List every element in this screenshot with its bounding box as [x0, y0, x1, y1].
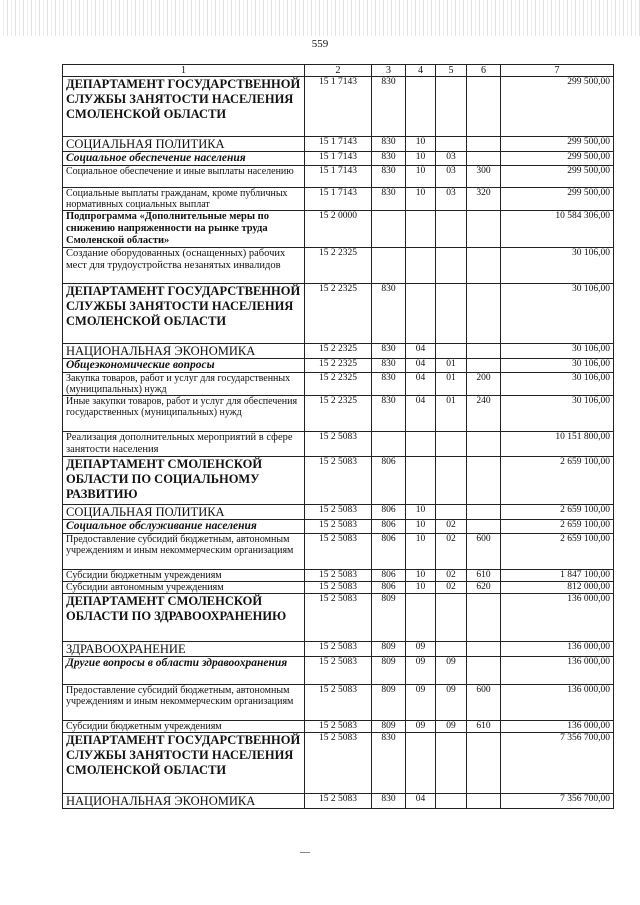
subsection-code: 02 [436, 570, 467, 582]
table-row [63, 457, 614, 505]
table-row [63, 642, 614, 657]
subsection-code [436, 457, 467, 505]
row-name: Реализация дополнительных мероприятий в сфере занятости населения [63, 432, 305, 457]
target-article-code: 15 2 2325 [305, 284, 372, 344]
table-row [63, 166, 614, 188]
subsection-code [436, 284, 467, 344]
ministry-code: 830 [372, 284, 406, 344]
subsection-code: 01 [436, 396, 467, 432]
table-row [63, 794, 614, 809]
row-name: ДЕПАРТАМЕНТ СМОЛЕНСКОЙ ОБЛАСТИ ПО ЗДРАВООХРАНЕНИЮ [63, 594, 305, 642]
subsection-code: 03 [436, 188, 467, 211]
target-article-code: 15 2 2325 [305, 396, 372, 432]
row-name: Субсидии бюджетным учреждениям [63, 570, 305, 582]
expense-type-code [467, 457, 501, 505]
expense-type-code [467, 594, 501, 642]
budget-table-body [63, 65, 614, 809]
subsection-code: 03 [436, 152, 467, 166]
amount: 30 106,00 [501, 359, 614, 373]
ministry-code: 809 [372, 721, 406, 733]
table-row [63, 359, 614, 373]
subsection-code [436, 794, 467, 809]
table-row [63, 534, 614, 570]
amount: 7 356 700,00 [501, 794, 614, 809]
row-name: ДЕПАРТАМЕНТ ГОСУДАРСТВЕННОЙ СЛУЖБЫ ЗАНЯТОСТИ НАСЕЛЕНИЯ СМОЛЕНСКОЙ ОБЛАСТИ [63, 733, 305, 794]
target-article-code: 15 2 5083 [305, 657, 372, 685]
section-code: 09 [406, 685, 436, 721]
section-code: 10 [406, 137, 436, 152]
row-name: ДЕПАРТАМЕНТ ГОСУДАРСТВЕННОЙ СЛУЖБЫ ЗАНЯТОСТИ НАСЕЛЕНИЯ СМОЛЕНСКОЙ ОБЛАСТИ [63, 284, 305, 344]
scan-mark [300, 852, 310, 853]
table-row [63, 137, 614, 152]
subsection-code: 01 [436, 359, 467, 373]
table-row [63, 211, 614, 248]
row-name: Подпрограмма «Дополнительные меры по снижению напряженности на рынке труда Смоленской области» [63, 211, 305, 248]
table-header-row [63, 65, 614, 77]
expense-type-code [467, 657, 501, 685]
section-code: 10 [406, 520, 436, 534]
table-row [63, 582, 614, 594]
table-row [63, 721, 614, 733]
column-header: 7 [501, 65, 614, 77]
amount: 10 584 306,00 [501, 211, 614, 248]
ministry-code [372, 248, 406, 284]
target-article-code: 15 2 2325 [305, 359, 372, 373]
target-article-code: 15 2 5083 [305, 721, 372, 733]
table-row [63, 152, 614, 166]
row-name: СОЦИАЛЬНАЯ ПОЛИТИКА [63, 505, 305, 520]
row-name: НАЦИОНАЛЬНАЯ ЭКОНОМИКА [63, 344, 305, 359]
table-row [63, 505, 614, 520]
amount: 299 500,00 [501, 77, 614, 137]
amount: 136 000,00 [501, 657, 614, 685]
ministry-code: 809 [372, 594, 406, 642]
target-article-code: 15 1 7143 [305, 137, 372, 152]
column-header: 6 [467, 65, 501, 77]
section-code: 10 [406, 570, 436, 582]
amount: 299 500,00 [501, 166, 614, 188]
expense-type-code [467, 152, 501, 166]
ministry-code: 830 [372, 396, 406, 432]
ministry-code: 830 [372, 152, 406, 166]
expense-type-code: 620 [467, 582, 501, 594]
amount: 2 659 100,00 [501, 520, 614, 534]
section-code [406, 284, 436, 344]
target-article-code: 15 2 0000 [305, 211, 372, 248]
ministry-code: 806 [372, 570, 406, 582]
table-row [63, 432, 614, 457]
expense-type-code: 300 [467, 166, 501, 188]
subsection-code [436, 137, 467, 152]
ministry-code: 809 [372, 657, 406, 685]
table-row [63, 733, 614, 794]
expense-type-code [467, 77, 501, 137]
target-article-code: 15 2 5083 [305, 594, 372, 642]
ministry-code: 830 [372, 188, 406, 211]
section-code: 09 [406, 657, 436, 685]
budget-table [62, 64, 614, 809]
table-row [63, 594, 614, 642]
section-code [406, 77, 436, 137]
row-name: Социальное обеспечение и иные выплаты населению [63, 166, 305, 188]
ministry-code: 806 [372, 505, 406, 520]
target-article-code: 15 1 7143 [305, 188, 372, 211]
ministry-code: 830 [372, 359, 406, 373]
row-name: НАЦИОНАЛЬНАЯ ЭКОНОМИКА [63, 794, 305, 809]
amount: 299 500,00 [501, 188, 614, 211]
table-row [63, 685, 614, 721]
amount: 7 356 700,00 [501, 733, 614, 794]
expense-type-code [467, 211, 501, 248]
target-article-code: 15 2 2325 [305, 248, 372, 284]
amount: 136 000,00 [501, 721, 614, 733]
subsection-code: 09 [436, 721, 467, 733]
section-code [406, 457, 436, 505]
target-article-code: 15 2 5083 [305, 685, 372, 721]
column-header: 2 [305, 65, 372, 77]
amount: 299 500,00 [501, 137, 614, 152]
ministry-code [372, 211, 406, 248]
amount: 30 106,00 [501, 248, 614, 284]
subsection-code [436, 733, 467, 794]
ministry-code: 830 [372, 373, 406, 396]
subsection-code [436, 344, 467, 359]
section-code: 10 [406, 166, 436, 188]
section-code: 04 [406, 396, 436, 432]
table-row [63, 373, 614, 396]
ministry-code: 830 [372, 166, 406, 188]
section-code: 04 [406, 794, 436, 809]
subsection-code: 02 [436, 520, 467, 534]
ministry-code [372, 432, 406, 457]
target-article-code: 15 1 7143 [305, 152, 372, 166]
amount: 10 151 800,00 [501, 432, 614, 457]
row-name: Субсидии автономным учреждениям [63, 582, 305, 594]
expense-type-code: 610 [467, 570, 501, 582]
amount: 136 000,00 [501, 685, 614, 721]
subsection-code [436, 77, 467, 137]
expense-type-code: 240 [467, 396, 501, 432]
target-article-code: 15 2 5083 [305, 432, 372, 457]
row-name: Социальное обслуживание населения [63, 520, 305, 534]
amount: 2 659 100,00 [501, 505, 614, 520]
table-row [63, 396, 614, 432]
table-row [63, 657, 614, 685]
expense-type-code [467, 137, 501, 152]
amount: 812 000,00 [501, 582, 614, 594]
table-row [63, 344, 614, 359]
row-name: Предоставление субсидий бюджетным, автономным учреждениям и иным некоммерческим организациям [63, 685, 305, 721]
ministry-code: 806 [372, 457, 406, 505]
expense-type-code: 200 [467, 373, 501, 396]
expense-type-code [467, 432, 501, 457]
subsection-code [436, 432, 467, 457]
amount: 30 106,00 [501, 373, 614, 396]
row-name: Другие вопросы в области здравоохранения [63, 657, 305, 685]
expense-type-code: 600 [467, 685, 501, 721]
row-name: ДЕПАРТАМЕНТ ГОСУДАРСТВЕННОЙ СЛУЖБЫ ЗАНЯТОСТИ НАСЕЛЕНИЯ СМОЛЕНСКОЙ ОБЛАСТИ [63, 77, 305, 137]
section-code: 09 [406, 721, 436, 733]
table-row [63, 570, 614, 582]
subsection-code [436, 505, 467, 520]
target-article-code: 15 2 5083 [305, 520, 372, 534]
row-name: Создание оборудованных (оснащенных) рабочих мест для трудоустройства незанятых инвалидов [63, 248, 305, 284]
expense-type-code [467, 344, 501, 359]
ministry-code: 809 [372, 685, 406, 721]
row-name: Социальное обеспечение населения [63, 152, 305, 166]
column-header: 5 [436, 65, 467, 77]
column-header: 4 [406, 65, 436, 77]
amount: 136 000,00 [501, 594, 614, 642]
expense-type-code: 320 [467, 188, 501, 211]
scan-top-edge [0, 0, 640, 36]
expense-type-code [467, 642, 501, 657]
target-article-code: 15 1 7143 [305, 166, 372, 188]
row-name: СОЦИАЛЬНАЯ ПОЛИТИКА [63, 137, 305, 152]
section-code [406, 733, 436, 794]
section-code [406, 432, 436, 457]
expense-type-code [467, 520, 501, 534]
subsection-code: 09 [436, 685, 467, 721]
subsection-code: 02 [436, 534, 467, 570]
table-row [63, 520, 614, 534]
ministry-code: 830 [372, 137, 406, 152]
row-name: Закупка товаров, работ и услуг для государственных (муниципальных) нужд [63, 373, 305, 396]
ministry-code: 830 [372, 77, 406, 137]
section-code [406, 211, 436, 248]
subsection-code: 02 [436, 582, 467, 594]
column-header: 3 [372, 65, 406, 77]
target-article-code: 15 2 5083 [305, 534, 372, 570]
section-code [406, 594, 436, 642]
page-number: 559 [311, 38, 329, 50]
amount: 30 106,00 [501, 396, 614, 432]
column-header: 1 [63, 65, 305, 77]
table-row [63, 188, 614, 211]
subsection-code [436, 248, 467, 284]
target-article-code: 15 2 5083 [305, 582, 372, 594]
row-name: ЗДРАВООХРАНЕНИЕ [63, 642, 305, 657]
subsection-code: 01 [436, 373, 467, 396]
row-name: Иные закупки товаров, работ и услуг для обеспечения государственных (муниципальных) нужд [63, 396, 305, 432]
expense-type-code: 600 [467, 534, 501, 570]
subsection-code [436, 211, 467, 248]
amount: 299 500,00 [501, 152, 614, 166]
target-article-code: 15 2 5083 [305, 642, 372, 657]
section-code: 10 [406, 505, 436, 520]
table-row [63, 77, 614, 137]
ministry-code: 809 [372, 642, 406, 657]
section-code: 04 [406, 373, 436, 396]
amount: 2 659 100,00 [501, 534, 614, 570]
ministry-code: 806 [372, 520, 406, 534]
target-article-code: 15 2 5083 [305, 505, 372, 520]
row-name: ДЕПАРТАМЕНТ СМОЛЕНСКОЙ ОБЛАСТИ ПО СОЦИАЛЬНОМУ РАЗВИТИЮ [63, 457, 305, 505]
subsection-code [436, 594, 467, 642]
target-article-code: 15 1 7143 [305, 77, 372, 137]
section-code: 04 [406, 344, 436, 359]
section-code: 10 [406, 582, 436, 594]
section-code: 10 [406, 534, 436, 570]
table-row [63, 248, 614, 284]
row-name: Предоставление субсидий бюджетным, автономным учреждениям и иным некоммерческим организациям [63, 534, 305, 570]
section-code: 09 [406, 642, 436, 657]
section-code [406, 248, 436, 284]
target-article-code: 15 2 5083 [305, 457, 372, 505]
amount: 30 106,00 [501, 344, 614, 359]
section-code: 04 [406, 359, 436, 373]
ministry-code: 806 [372, 534, 406, 570]
expense-type-code: 610 [467, 721, 501, 733]
section-code: 10 [406, 152, 436, 166]
target-article-code: 15 2 2325 [305, 344, 372, 359]
table-row [63, 284, 614, 344]
expense-type-code [467, 284, 501, 344]
amount: 1 847 100,00 [501, 570, 614, 582]
subsection-code: 03 [436, 166, 467, 188]
ministry-code: 830 [372, 344, 406, 359]
target-article-code: 15 2 5083 [305, 794, 372, 809]
subsection-code: 09 [436, 657, 467, 685]
ministry-code: 830 [372, 733, 406, 794]
target-article-code: 15 2 5083 [305, 733, 372, 794]
ministry-code: 806 [372, 582, 406, 594]
section-code: 10 [406, 188, 436, 211]
expense-type-code [467, 248, 501, 284]
amount: 2 659 100,00 [501, 457, 614, 505]
ministry-code: 830 [372, 794, 406, 809]
subsection-code [436, 642, 467, 657]
row-name: Социальные выплаты гражданам, кроме публичных нормативных социальных выплат [63, 188, 305, 211]
target-article-code: 15 2 5083 [305, 570, 372, 582]
amount: 136 000,00 [501, 642, 614, 657]
expense-type-code [467, 505, 501, 520]
expense-type-code [467, 794, 501, 809]
expense-type-code [467, 359, 501, 373]
row-name: Субсидии бюджетным учреждениям [63, 721, 305, 733]
expense-type-code [467, 733, 501, 794]
amount: 30 106,00 [501, 284, 614, 344]
target-article-code: 15 2 2325 [305, 373, 372, 396]
row-name: Общеэкономические вопросы [63, 359, 305, 373]
